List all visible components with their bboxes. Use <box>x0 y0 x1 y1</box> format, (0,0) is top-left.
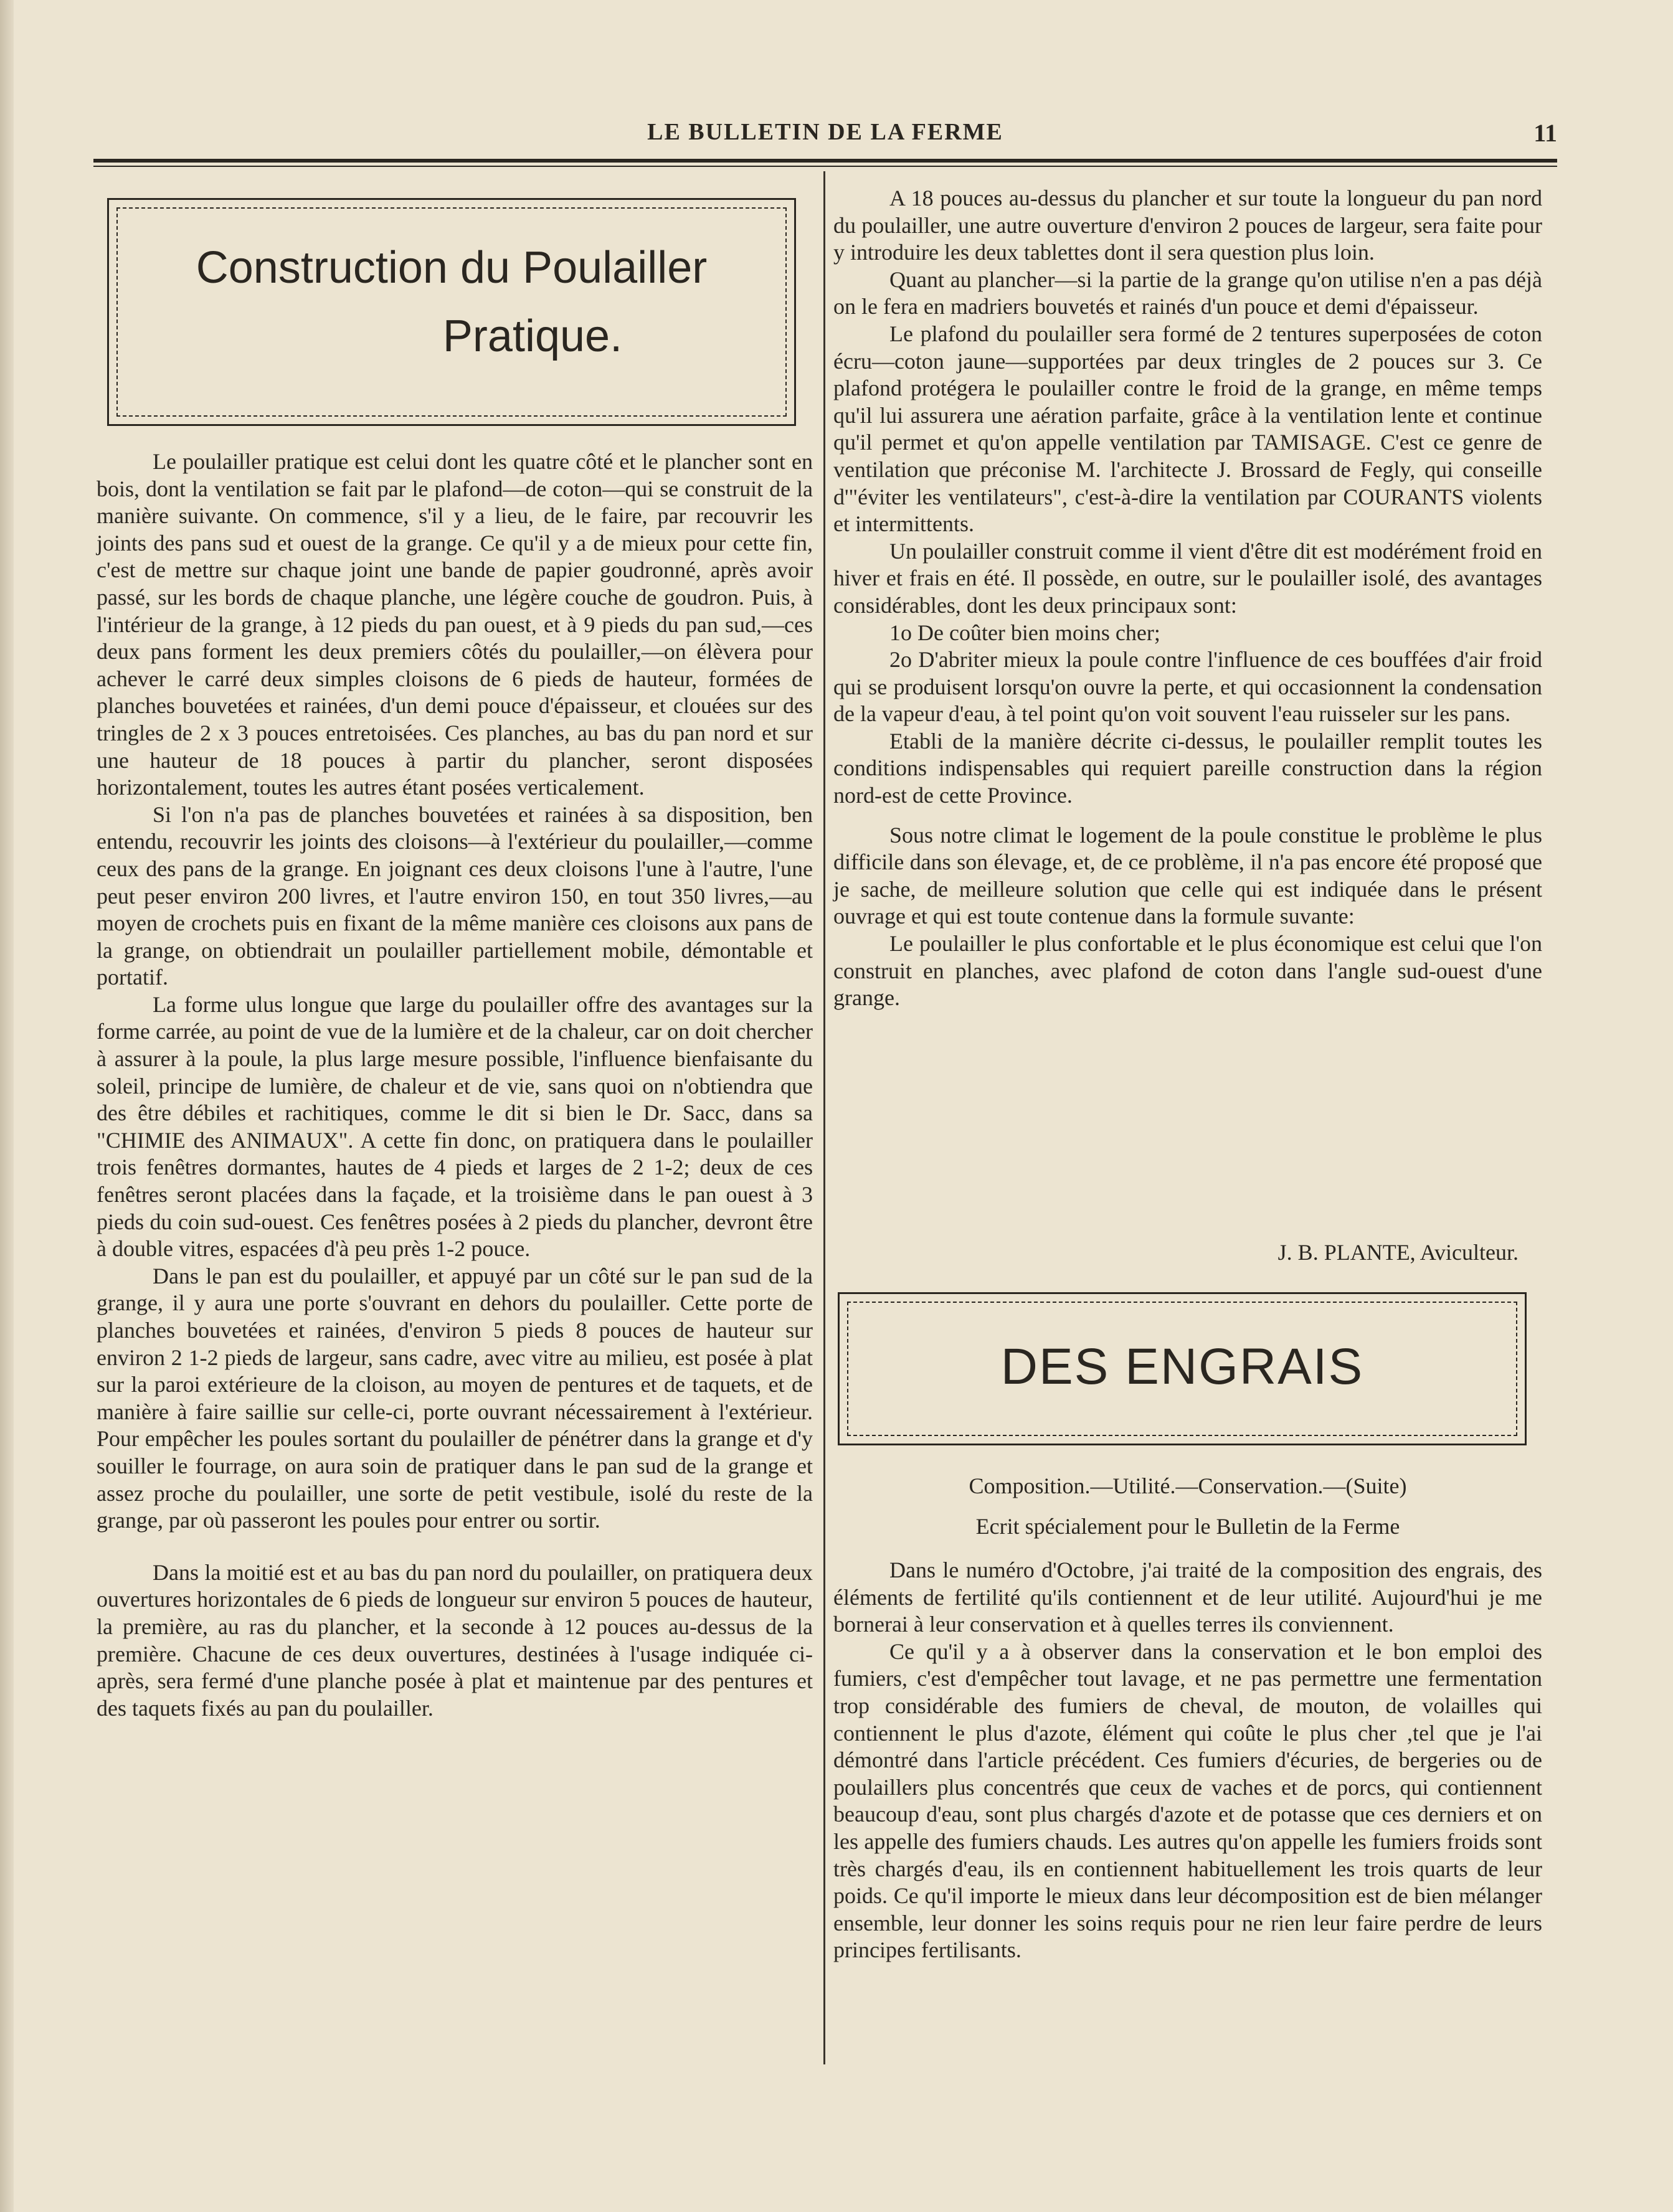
article1-title-box <box>107 198 796 426</box>
paragraph: Sous notre climat le logement de la poule constitue le problème le plus difficile dans son élevage, et, de ce problème, il n'a pas encore été proposé que je sache, de meilleure solution que celle qui est indiquée dans le présent ouvrage et qui est toute contenue dans la formule suvante: <box>833 822 1542 929</box>
paragraph: 1o De coûter bien moins cher; <box>889 620 1160 645</box>
page-number: 11 <box>1533 119 1557 147</box>
signature: J. B. PLANTE, Aviculteur. <box>1277 1240 1519 1265</box>
paragraph: Le poulailler pratique est celui dont les quatre côté et le plancher sont en bois, dont la ventilation se fait par le plafond—de coton—qui se construit de la manière suivante. On commence, s'il y a lieu, de le faire, par recouvrir les joints des pans sud et ouest de la grange. Ce qu'il y a de mieux pour cette fin, c'est de mettre sur chaque joint une bande de papier goudronné, après avoir passé, sur les bords de chaque planche, une légère couche de goudron. Puis, à l'intérieur de la grange, à 12 pieds du pan ouest, et à 9 pieds du pan sud,—ces deux pans forment les deux premiers côtés du poulailler,—on élèvera pour achever le carré deux simples cloisons de 6 pieds de hauteur, formées de planches bouvetées et rainées, d'un demi pouce d'épaisseur, et clouées sur des tringles de 2 x 3 pouces entretoisées. Ces planches, au bas du pan nord et sur une hauteur de 18 pouces à partir du plancher, seront disposées horizontalement, toutes les autres étant posées verticalement. <box>97 449 813 800</box>
paragraph: Ce qu'il y a à observer dans la conservation et le bon emploi des fumiers, c'est d'empêcher tout lavage, et ne pas permettre une fermentation trop considérable des fumiers de cheval, de mouton, de volailles qui contiennent le plus d'azote, élément qui coûte le plus cher ,tel que je l'ai démontré dans l'article précédent. Ces fumiers d'écuries, de bergeries ou de poulaillers plus concentrés que ceux de vaches et de porcs, qui contiennent beaucoup d'eau, sont plus chargés d'azote et de potasse que ces derniers et on les appelle des fumiers chauds. Les autres qu'on appelle les fumiers froids sont très chargés d'eau, ils en contiennent habituellement les trois quarts de leur poids. Ce qu'il importe le mieux dans leur décomposition est de bien mélanger ensemble, leur donner les soins requis pour ne rien leur faire perdre de leurs principes fertilisants. <box>833 1638 1542 1963</box>
paragraph: A 18 pouces au-dessus du plancher et sur toute la longueur du pan nord du poulailler, une autre ouverture d'environ 2 pouces de largeur, sera faite pour y introduire les deux tablettes dont il sera question plus loin. <box>833 186 1542 265</box>
paragraph: Dans le numéro d'Octobre, j'ai traité de la composition des engrais, des éléments de fertilité qu'ils contiennent et de leur utilité. Aujourd'hui je me bornerai à leur conservation et à quelles terres ils conviennent. <box>833 1557 1542 1637</box>
article2-byline: Ecrit spécialement pour le Bulletin de la Ferme <box>975 1514 1400 1539</box>
article2-title-box <box>838 1292 1527 1445</box>
paragraph: Le poulailler le plus confortable et le plus économique est celui que l'on construit en planches, avec plafond de coton dans l'angle sud-ouest d'une grange. <box>833 931 1542 1011</box>
paragraph: Dans le pan est du poulailler, et appuyé par un côté sur le pan sud de la grange, il y aura une porte s'ouvrant en dehors du poulailler. Cette porte de planches bouvetées et rainées, d'environ 5 pieds 8 pouces de hauteur sur environ 2 1-2 pieds de largeur, sans cadre, avec vitre au milieu, est posée à plat sur la paroi extérieure de la cloison, au moyen de pentures et de taquets, et de manière à faire saillie sur celle-ci, porte ouvrant nécessairement à l'extérieur. Pour empêcher les poules sortant du poulailler de pénétrer dans la grange et d'y souiller le fourrage, on aura soin de pratiquer dans le pan sud de la grange et assez proche du poulailler, une sorte de petit vestibule, isolé du reste de la grange, par où passeront les poules pour entrer ou sortir. <box>97 1263 813 1533</box>
paragraph: Le plafond du poulailler sera formé de 2 tentures superposées de coton écru—coton jaune—supportées par deux tringles de 2 pouces sur 3. Ce plafond protégera le poulailler contre le froid de la grange, en même temps qu'il lui assurera une aération parfaite, grâce à la ventilation lente et continue qu'il permet et qu'on appelle ventilation par TAMISAGE. C'est ce genre de ventilation que préconise M. l'architecte J. Brossard de Fegly, qui conseille d'"éviter les ventilateurs", c'est-à-dire la ventilation par COURANTS violents et intermittents. <box>833 321 1542 537</box>
article2-subtitle: Composition.—Utilité.—Conservation.—(Suite) <box>969 1473 1407 1498</box>
paragraph: La forme ulus longue que large du poulailler offre des avantages sur la forme carrée, au point de vue de la lumière et de la chaleur, car on doit chercher à assurer à la poule, la plus large mesure possible, l'influence bienfaisante du soleil, principe de lumière, de chaleur et de vie, sans quoi on n'obtiendra que des être débiles et rachitiques, comme le dit si bien le Dr. Sacc, dans sa "CHIMIE des ANIMAUX". A cette fin donc, on pratiquera dans le poulailler trois fenêtres dormantes, hautes de 4 pieds et larges de 2 1-2; deux de ces fenêtres seront placées dans la façade, et la troisième dans le pan ouest à 3 pieds du coin sud-ouest. Ces fenêtres posées à 2 pieds du plancher, devront être à double vitres, espacées d'à peu près 1-2 pouce. <box>97 991 813 1262</box>
paragraph: Un poulailler construit comme il vient d'être dit est modérément froid en hiver et frais en été. Il possède, en outre, sur le poulailler isolé, des avantages considérables, dont les deux principaux sont: <box>833 538 1542 618</box>
paragraph: Etabli de la manière décrite ci-dessus, le poulailler remplit toutes les conditions indispensables qui requiert pareille construction dans la région nord-est de cette Province. <box>833 728 1542 808</box>
article1-title-line2: Pratique. <box>442 311 623 361</box>
page-edge <box>0 0 14 2212</box>
page-header <box>93 118 1557 156</box>
header-rule <box>93 159 1557 163</box>
paragraph: 2o D'abriter mieux la poule contre l'influence de ces bouffées d'air froid qui se produisent lorsqu'on ouvre la perte, et qui occasionnent la condensation de la vapeur d'eau, à tel point qu'on voit souvent l'eau ruisseler sur les pans. <box>833 647 1542 727</box>
article1-title-line1: Construction du Poulailler <box>196 243 708 293</box>
paragraph: Quant au plancher—si la partie de la grange qu'on utilise n'en a pas déjà on le fera en madriers bouvetés et rainés d'un pouce et demi d'épaisseur. <box>833 267 1542 319</box>
header-rule-thin <box>93 166 1557 167</box>
paragraph: Si l'on n'a pas de planches bouvetées et rainées à sa disposition, ben entendu, recouvrir les joints des cloisons—à l'extérieur du poulailler,—comme ceux des pans de la grange. En joignant ces deux cloisons l'une à l'autre, l'une peut peser environ 200 livres, et l'autre environ 150, en tout 350 livres,—au moyen de crochets puis en fixant de la même manière ces cloisons aux pans de la grange, on obtiendrait un poulailler partiellement mobile, démontable et portatif. <box>97 801 813 990</box>
publication-title: LE BULLETIN DE LA FERME <box>647 119 1003 145</box>
paragraph: Dans la moitié est et au bas du pan nord du poulailler, on pratiquera deux ouvertures horizontales de 6 pieds de longueur sur environ 5 pouces de hauteur, la première, au ras du plancher, et la seconde à 12 pouces au-dessus de la première. Chacune de ces deux ouvertures, destinées à l'usage indiquée ci-après, sera fermé d'une planche posée à plat et maintenue par des pentures et des taquets fixés au pan du poulailler. <box>97 1559 813 1721</box>
right-column-bottom <box>833 1557 1542 1964</box>
column-divider <box>823 171 825 2064</box>
article2-title: DES ENGRAIS <box>1000 1338 1364 1395</box>
right-column-top <box>833 185 1542 1012</box>
left-column <box>97 448 813 1722</box>
